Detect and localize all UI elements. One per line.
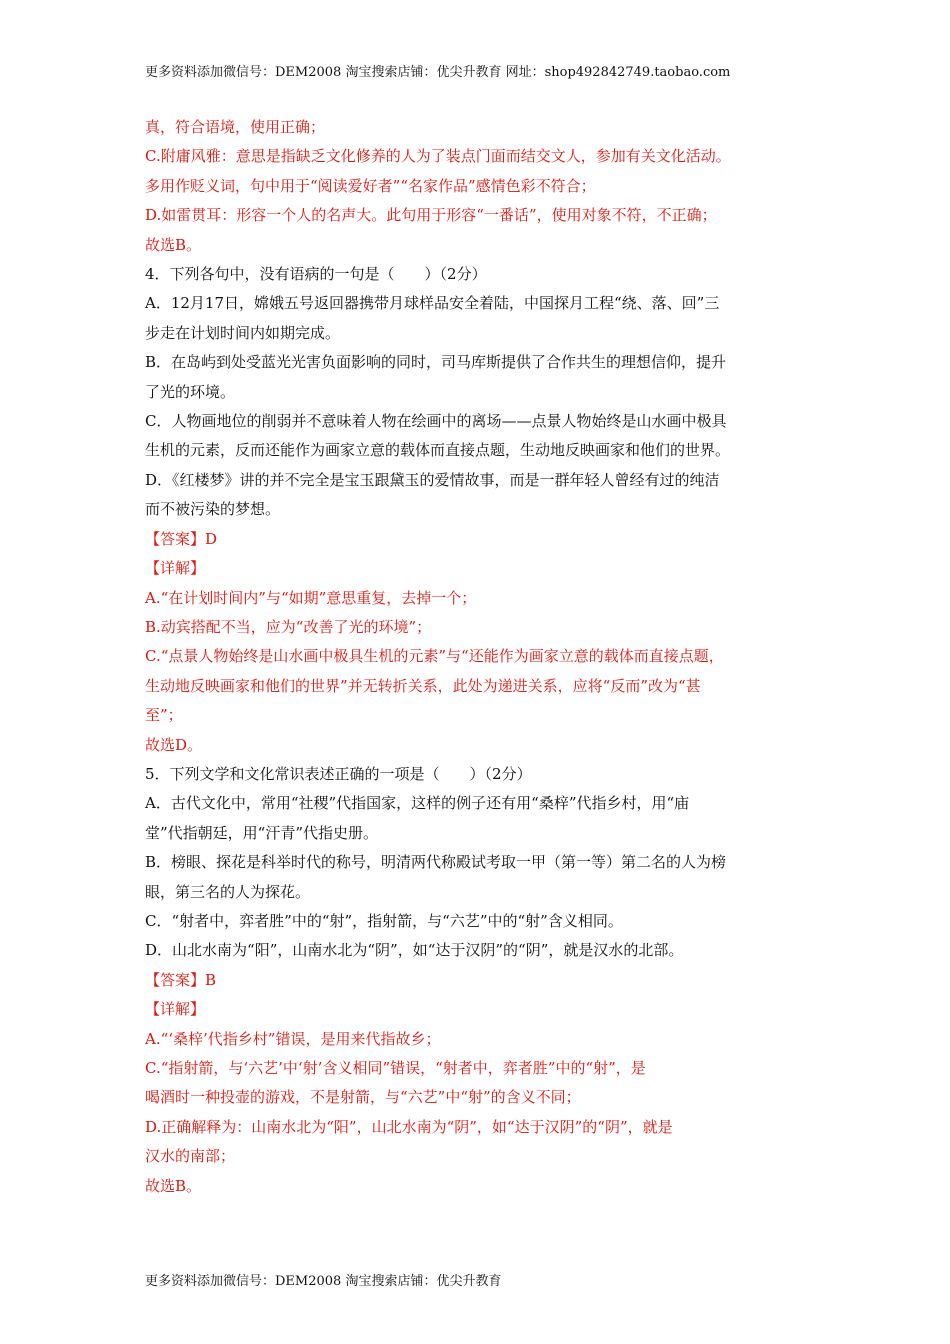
q5-option-d: D．山北水南为“阳”，山南水北为“阴”，如“达于汉阴”的“阴”，就是汉水的北部。 [145, 941, 684, 960]
q5-explanation-d-cont: 汉水的南部； [145, 1147, 236, 1166]
page-footer: 更多资料添加微信号：DEM2008 淘宝搜索店铺：优尖升教育 [145, 1274, 502, 1289]
prev-explanation-line: 真，符合语境，使用正确； [145, 118, 326, 136]
q4-option-a-cont: 步走在计划时间内如期完成。 [145, 323, 341, 342]
q4-detail-label: 【详解】 [145, 559, 206, 578]
document-body [145, 113, 810, 1201]
q4-answer: 【答案】D [145, 529, 218, 548]
prev-explanation-c-cont: 多用作贬义词，句中用于“阅读爱好者”“名家作品”感情色彩不符合； [145, 176, 596, 195]
q5-detail-label: 【详解】 [145, 1000, 206, 1019]
q5-option-a: A．古代文化中，常用“社稷”代指国家，这样的例子还有用“桑梓”代指乡村，用“庙 [145, 794, 690, 813]
q5-explanation-a: A.“‘桑梓’代指乡村”错误，是用来代指故乡； [145, 1029, 441, 1048]
q4-option-a: A．12月17日，嫦娥五号返回器携带月球样品安全着陆，中国探月工程“绕、落、回”三 [145, 294, 720, 313]
prev-explanation-d: D.如雷贯耳：形容一个人的名声大。此句用于形容“一番话”，使用对象不符，不正确； [145, 206, 717, 225]
prev-conclusion: 故选B。 [145, 235, 202, 254]
q4-explanation-c-cont2: 至”； [145, 706, 183, 725]
q4-option-d-cont: 而不被污染的梦想。 [145, 500, 281, 519]
q4-explanation-c-cont: 生动地反映画家和他们的世界”并无转折关系，此处为递进关系，应将“反而”改为“甚 [145, 676, 701, 695]
q5-option-a-cont: 堂”代指朝廷，用“汗青”代指史册。 [145, 823, 379, 842]
q4-option-b-cont: 了光的环境。 [145, 382, 236, 401]
q5-stem: 5．下列文学和文化常识表述正确的一项是（ ）（2分） [145, 764, 532, 783]
q4-option-b: B．在岛屿到处受蓝光光害负面影响的同时，司马库斯提供了合作共生的理想信仰，提升 [145, 353, 727, 372]
page-header: 更多资料添加微信号：DEM2008 淘宝搜索店铺：优尖升教育 网址：shop492842749.taobao.com [145, 65, 731, 80]
q5-explanation-c: C.“指射箭，与‘六艺’中‘射’含义相同”错误，“射者中，弈者胜”中的“射”，是 [145, 1059, 646, 1077]
q4-stem: 4．下列各句中，没有语病的一句是（ ）（2分） [145, 265, 487, 284]
q5-answer: 【答案】B [145, 970, 217, 989]
q5-explanation-c-cont: 喝酒时一种投壶的游戏，不是射箭，与“六艺”中“射”的含义不同； [145, 1088, 581, 1107]
q5-option-b-cont: 眼，第三名的人为探花。 [145, 882, 311, 901]
q5-option-b: B．榜眼、探花是科举时代的称号，明清两代称殿试考取一甲（第一等）第二名的人为榜 [145, 853, 727, 872]
q4-option-d: D．《红楼梦》讲的并不完全是宝玉跟黛玉的爱情故事，而是一群年轻人曾经有过的纯洁 [145, 470, 720, 489]
q4-explanation-c: C.“点景人物始终是山水画中极具生机的元素”与“还能作为画家立意的载体而直接点题， [145, 647, 724, 666]
q4-option-c: C．人物画地位的削弱并不意味着人物在绘画中的离场——点景人物始终是山水画中极具 [145, 412, 727, 431]
q4-conclusion: 故选D。 [145, 735, 203, 754]
q4-explanation-a: A.“在计划时间内”与“如期”意思重复，去掉一个； [145, 588, 477, 607]
q4-option-c-cont: 生机的元素，反而还能作为画家立意的载体而直接点题，生动地反映画家和他们的世界。 [145, 441, 731, 460]
q5-option-c: C．“射者中，弈者胜”中的“射”，指射箭，与“六艺”中的“射”含义相同。 [145, 911, 623, 930]
q4-explanation-b: B.动宾搭配不当，应为“改善了光的环境”； [145, 617, 432, 636]
prev-explanation-c: C.附庸风雅：意思是指缺乏文化修养的人为了装点门面而结交文人，参加有关文化活动。 [145, 147, 731, 166]
q5-explanation-d: D.正确解释为：山南水北为“阳”，山北水南为“阴”，如“达于汉阴”的“阴”，就是 [145, 1117, 673, 1136]
q5-conclusion: 故选B。 [145, 1176, 202, 1195]
